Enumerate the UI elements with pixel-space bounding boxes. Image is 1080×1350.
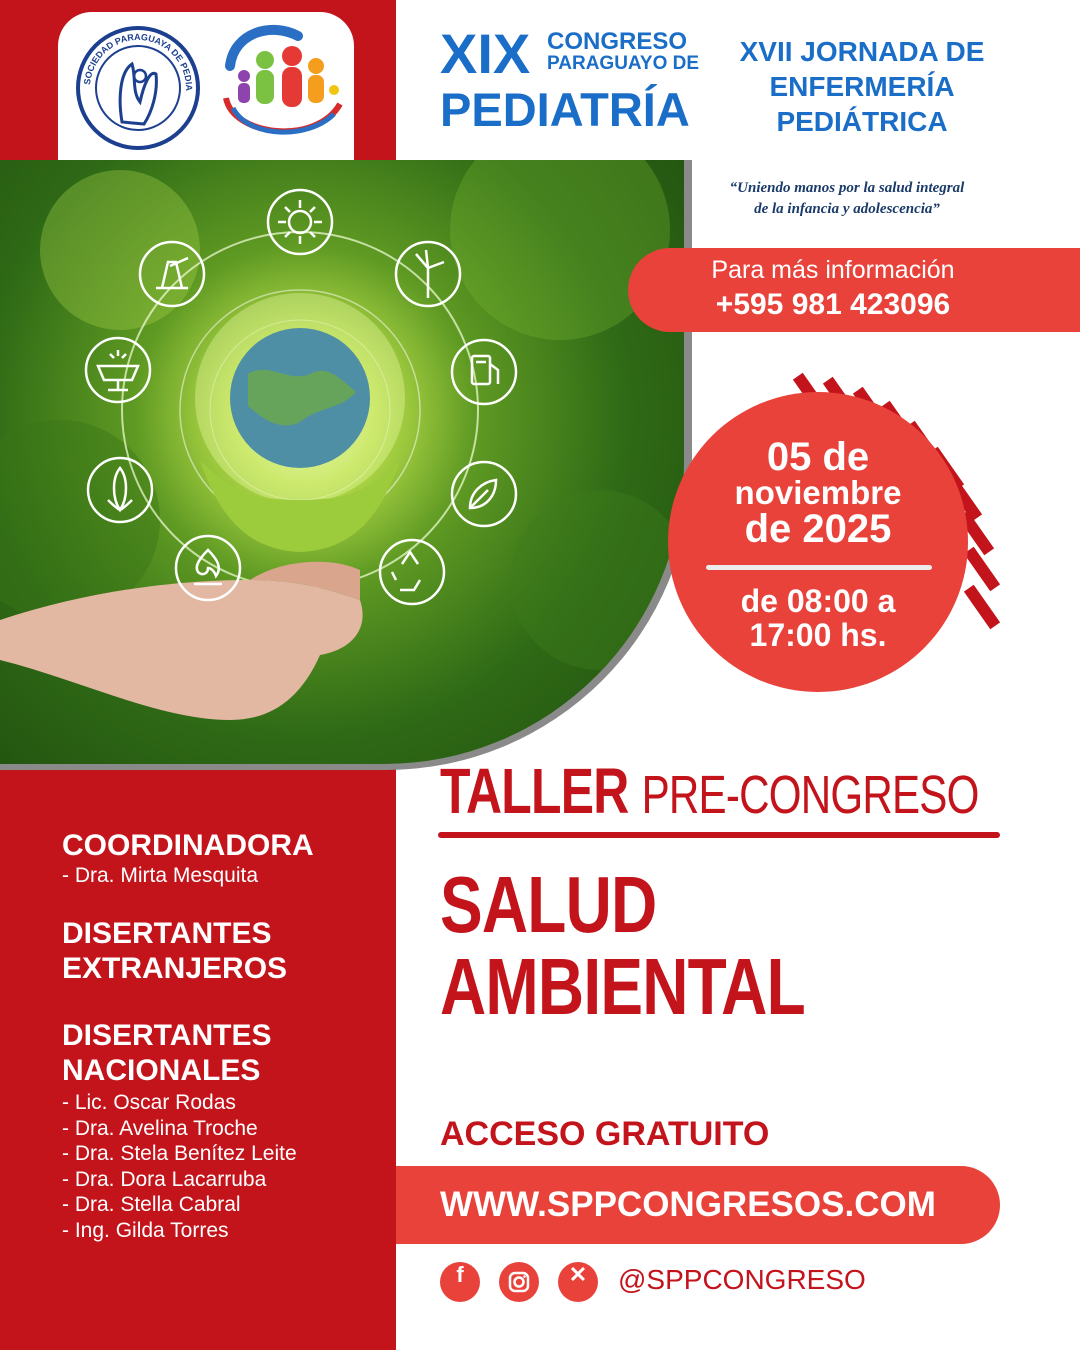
national-speaker: - Lic. Oscar Rodas: [62, 1091, 236, 1114]
foreign-heading-line-1: DISERTANTES: [62, 917, 272, 950]
national-heading-line-2: NACIONALES: [62, 1054, 261, 1087]
hero-photo: [0, 160, 684, 764]
social-handle[interactable]: @SPPCONGRESO: [618, 1264, 866, 1295]
national-speaker: - Ing. Gilda Torres: [62, 1218, 229, 1242]
coordinator-heading: COORDINADORA: [62, 829, 314, 862]
title-line-2: AMBIENTAL: [440, 942, 805, 1031]
national-speaker: - Dra. Stella Cabral: [62, 1193, 241, 1216]
date-line-1: 05 de: [766, 435, 870, 479]
x-twitter-icon[interactable]: ✕: [558, 1262, 598, 1302]
date-line-3: de 2025: [744, 507, 892, 551]
jornada-line-3: PEDIÁTRICA: [776, 106, 948, 137]
workshop-title: [440, 860, 805, 1031]
national-speakers-block: [62, 1018, 297, 1243]
solar-panel-icon: [86, 338, 150, 402]
event-date: [668, 435, 968, 551]
motto-line-2: de la infancia y adolescencia”: [754, 201, 940, 217]
jornada-line-2: ENFERMERÍA: [769, 71, 955, 102]
website-link[interactable]: WWW.SPPCONGRESOS.COM: [440, 1185, 936, 1224]
access-note: ACCESO GRATUITO: [440, 1115, 770, 1153]
date-line-2: noviembre: [734, 474, 902, 511]
workshop-type: [440, 754, 979, 828]
logo-panel: [58, 12, 354, 160]
fuel-pump-icon: [452, 340, 516, 404]
logo-graphics: [58, 12, 354, 160]
info-phone[interactable]: +595 981 423096: [715, 288, 951, 321]
title-divider: [438, 832, 1000, 838]
svg-text:SOCIEDAD PARAGUAYA DE PEDIATRÍ: SOCIEDAD PARAGUAYA DE PEDIA: [82, 31, 195, 91]
congress-line-2: PARAGUAYO DE: [547, 53, 700, 74]
national-heading-line-1: DISERTANTES: [62, 1019, 272, 1052]
foreign-heading-line-2: EXTRANJEROS: [62, 952, 288, 985]
motto: [672, 178, 1022, 220]
coordinator-block: [62, 828, 314, 889]
motto-line-1: “Uniendo manos por la salud integral: [729, 180, 965, 196]
event-time: [668, 584, 968, 652]
facebook-icon[interactable]: f: [440, 1262, 480, 1302]
pre-congreso-label: PRE-CONGRESO: [641, 765, 979, 825]
jornada-title: [712, 34, 1012, 139]
title-line-1: SALUD: [440, 860, 657, 949]
congress-number: XIX: [440, 22, 531, 85]
coordinator-name: - Dra. Mirta Mesquita: [62, 864, 259, 887]
time-line-2: 17:00 hs.: [749, 617, 887, 653]
congress-pediatria: PEDIATRÍA: [440, 83, 690, 136]
society-seal-logo: [58, 12, 198, 148]
energy-ring-illustration: [0, 160, 684, 764]
sun-icon: [268, 190, 332, 254]
leaf-drop-icon: [452, 462, 516, 526]
date-divider: [706, 565, 932, 570]
national-speaker: - Dra. Avelina Troche: [62, 1116, 258, 1140]
foreign-speakers-block: [62, 916, 287, 986]
jornada-line-1: XVII JORNADA DE: [739, 36, 985, 67]
national-speaker: - Dra. Dora Lacarruba: [62, 1167, 267, 1191]
national-speaker: - Dra. Stela Benítez Leite: [62, 1142, 297, 1165]
congress-line-1: CONGRESO: [547, 28, 688, 55]
info-label: Para más información: [711, 256, 955, 284]
taller-label: TALLER: [440, 755, 629, 827]
instagram-icon[interactable]: [499, 1262, 539, 1302]
congress-family-logo: [222, 24, 340, 140]
wind-turbine-icon: [396, 242, 460, 306]
congress-name: [547, 30, 699, 74]
time-line-1: de 08:00 a: [740, 583, 896, 619]
